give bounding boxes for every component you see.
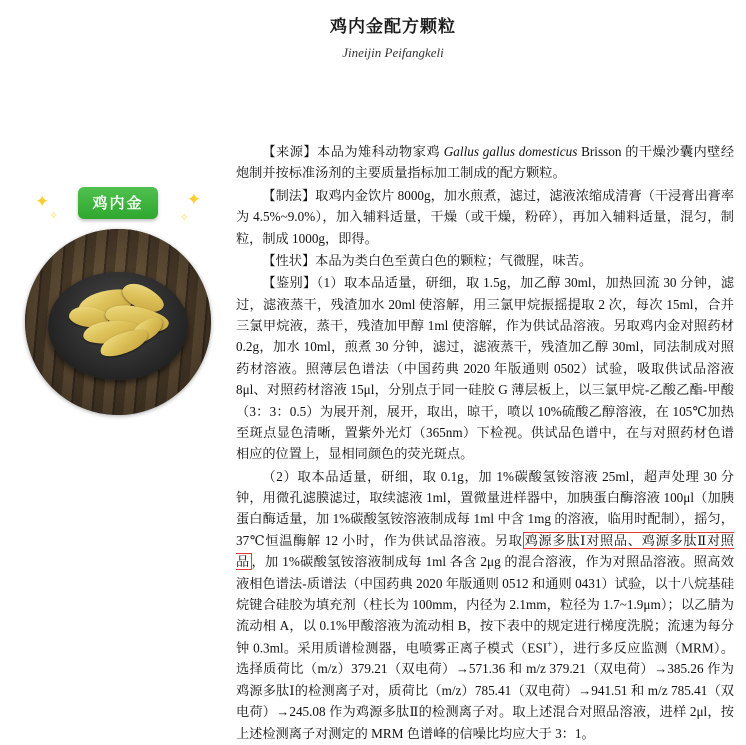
page-title: 鸡内金配方颗粒 (330, 17, 456, 36)
herb-name-badge: 鸡内金 (78, 187, 157, 219)
identification-item-2-part-1: （2）取本品适量，研细，取 0.1g，加 1%碳酸氢铵溶液 25ml，超声处理 30 分钟，用微孔滤膜滤过，取续滤液 1ml，置微量进样器中，加胰蛋白酶溶液 100μl（加胰蛋白酶适量，加 1%碳酸氢铵溶液制成每 1ml 中含 1mg 的溶液，临用时配制），摇匀，37℃恒温酶解 12 小时，作为供试品溶液。另取 (236, 468, 734, 548)
sparkle-icon: ✦ (35, 192, 50, 211)
identification-item-2-part-3: ），进行多反应监测（MRM）。选择质荷比（m/z）379.21（双电荷）→571.36 和 m/z 379.21（双电荷）→385.26 作为鸡源多肽Ⅰ的检测离子对，质荷比（m/z）785.41（双电荷）→941.51 和 m/z 785.41（双电荷）→245.08 作为鸡源多肽Ⅱ的检测离子对。取上述混合对照品溶液，进样 2μl，按上述检测离子对测定的 MRM 色谱峰的信噪比均应大于 3：1。 (236, 640, 735, 741)
section-label-identification: 【鉴别】 (262, 275, 317, 291)
section-label-properties: 【性状】 (262, 252, 316, 268)
section-identification-1 (236, 272, 734, 464)
section-label-source: 【来源】 (262, 144, 318, 159)
section-preparation (236, 185, 734, 249)
source-latin-name: Gallus gallus domesticus (443, 144, 578, 159)
page-subtitle: Jineijin Peifangkeli (342, 45, 444, 60)
document-page (0, 12, 746, 741)
source-text-2: Brisson 的干燥沙囊内壁经炮制并按标准汤剂的主要质量指标加工制成的配方颗粒。 (236, 144, 735, 181)
badge-wrap (33, 187, 203, 224)
preparation-text: 取鸡内金饮片 8000g，加水煎煮，滤过，滤液浓缩成清膏（干浸膏出膏率为 4.5%~9.0%），加入辅料适量，干燥（或干燥，粉碎），再加入辅料适量，混匀，制粒，制成 1000g，即得。 (236, 187, 735, 246)
herb-photo (25, 229, 211, 415)
sparkle-icon: ✧ (179, 212, 189, 224)
section-source (236, 141, 734, 184)
highlighted-reference-substances: 鸡源多肽Ⅰ对照品、鸡源多肽Ⅱ对照品 (236, 532, 734, 570)
illustration-column (0, 187, 236, 415)
sparkle-icon: ✦ (186, 190, 201, 209)
sparkle-icon: ✧ (49, 210, 59, 222)
source-text-1: 本品为雉科动物家鸡 (317, 144, 444, 159)
esi-superscript: + (547, 638, 553, 649)
identification-item-1: （1）取本品适量，研细，取 1.5g，加乙醇 30ml，加热回流 30 分钟，滤过，滤液蒸干，残渣加水 20ml 使溶解，用三氯甲烷振摇提取 2 次，每次 15ml，合并三氯甲烷液，蒸干，残渣加甲醇 1ml 使溶解，作为供试品溶液。另取鸡内金对照药材 0.2g，加水 10ml，煎煮 30 分钟，滤过，滤液蒸干，残渣加乙醇 30ml，同法制成对照药材溶液。照薄层色谱法（中国药典 2020 年版通则 0502）试验，吸取供试品溶液 8μl、对照药材溶液 15μl，分别点于同一硅胶 G 薄层板上，以三氯甲烷-乙酸乙酯-甲酸（3：3：0.5）为展开剂，展开，取出，晾干，喷以 10%硫酸乙醇溶液，在 105℃加热至斑点显色清晰，置紫外光灯（365nm）下检视。供试品色谱中，在与对照药材色谱相应的位置上，显相同颜色的荧光斑点。 (236, 275, 735, 462)
properties-text: 本品为类白色至黄白色的颗粒；气微腥，味苦。 (315, 252, 593, 268)
identification-item-2-part-2: ，加 1%碳酸氢铵溶液制成每 1ml 各含 2μg 的混合溶液，作为对照品溶液。照高效液相色谱法-质谱法（中国药典 2020 年版通则 0512 和通则 0431）试验，以十八烷基硅烷键合硅胶为填充剂（柱长为 100mm，内径为 2.1mm，粒径为 1.7~1.9μm）；以乙腈为流动相 A，以 0.1%甲酸溶液为流动相 B，按下表中的规定进行梯度洗脱；流速为每分钟 0.3ml。采用质谱检测器，电喷雾正离子模式（ESI (236, 554, 734, 656)
section-identification-2 (236, 466, 734, 744)
section-properties (236, 250, 734, 271)
monograph-text-column (236, 141, 734, 745)
section-label-preparation: 【制法】 (262, 187, 316, 203)
